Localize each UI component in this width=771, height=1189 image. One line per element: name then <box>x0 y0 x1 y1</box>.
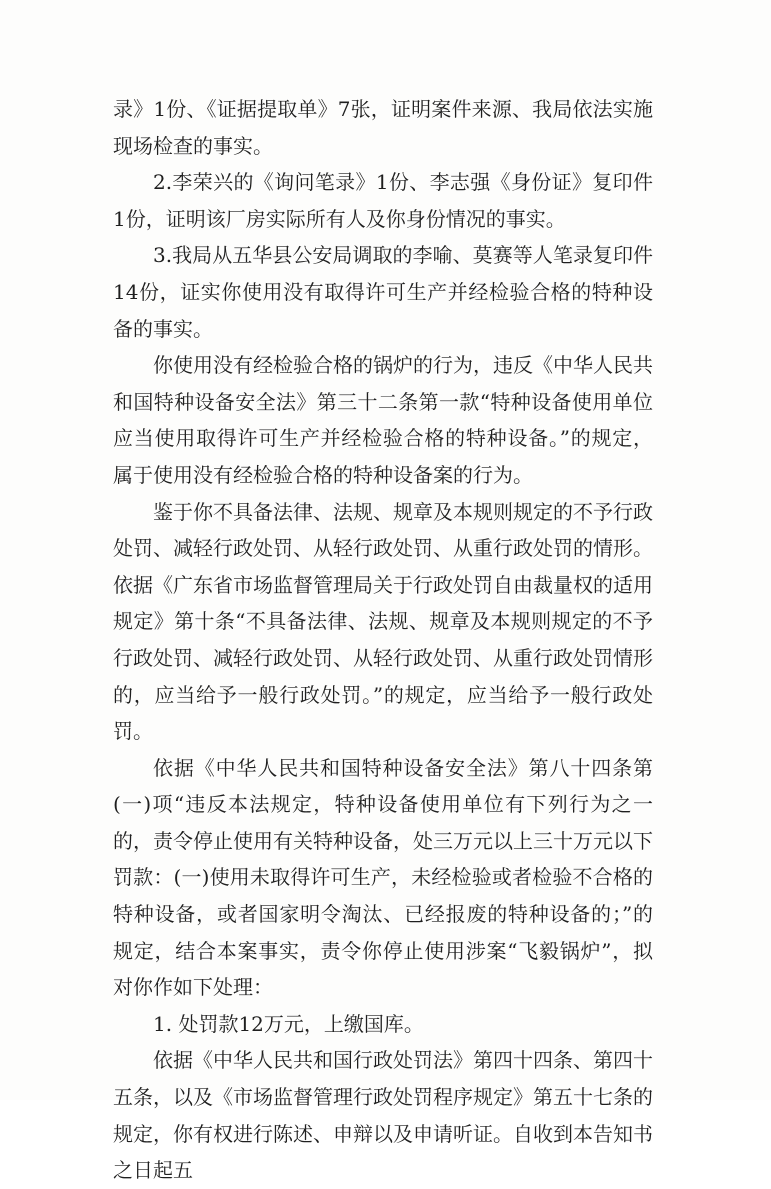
paragraph-rights-notice: 依据《中华人民共和国行政处罚法》第四十四条、第四十五条，以及《市场监督管理行政处罚程序规定》第五十七条的规定，你有权进行陈述、申辩以及申请听证。自收到本告知书之日起五 <box>113 1048 653 1183</box>
paragraph-penalty-item-1: 1. 处罚款12万元，上缴国库。 <box>153 1011 424 1036</box>
paragraph-discretion-basis: 鉴于你不具备法律、法规、规章及本规则规定的不予行政处罚、减轻行政处罚、从轻行政处罚、从重行政处罚的情形。依据《广东省市场监督管理局关于行政处罚自由裁量权的适用规定》第十条“不具备法律、法规、规章及本规则规定的不予行政处罚、减轻行政处罚、从轻行政处罚、从重行政处罚情形的，应当给予一般行政处罚。”的规定，应当给予一般行政处罚。 <box>113 499 653 744</box>
paragraph-evidence-2: 2.李荣兴的《询问笔录》1份、李志强《身份证》复印件1份，证明该厂房实际所有人及你身份情况的事实。 <box>113 170 653 231</box>
paragraph-penalty-basis: 依据《中华人民共和国特种设备安全法》第八十四条第(一)项“违反本法规定，特种设备使用单位有下列行为之一的，责令停止使用有关特种设备，处三万元以上三十万元以下罚款：(一)使用未取得许可生产，未经检验或者检验不合格的特种设备，或者国家明令淘汰、已经报废的特种设备的；”的规定，结合本案事实，责令你停止使用涉案“飞毅锅炉”，拟对你作如下处理： <box>113 755 653 1000</box>
paragraph-violation-finding: 你使用没有经检验合格的锅炉的行为，违反《中华人民共和国特种设备安全法》第三十二条第一款“特种设备使用单位应当使用取得许可生产并经检验合格的特种设备。”的规定，属于使用没有经检验合格的特种设备案的行为。 <box>113 353 653 487</box>
paragraph-evidence-3: 3.我局从五华县公安局调取的李喻、莫赛等人笔录复印件14份，证实你使用没有取得许可生产并经检验合格的特种设备的事实。 <box>113 243 653 341</box>
document-body <box>113 91 653 1189</box>
paragraph-evidence-1-continued: 录》1份、《证据提取单》7张，证明案件来源、我局依法实施现场检查的事实。 <box>113 97 653 158</box>
